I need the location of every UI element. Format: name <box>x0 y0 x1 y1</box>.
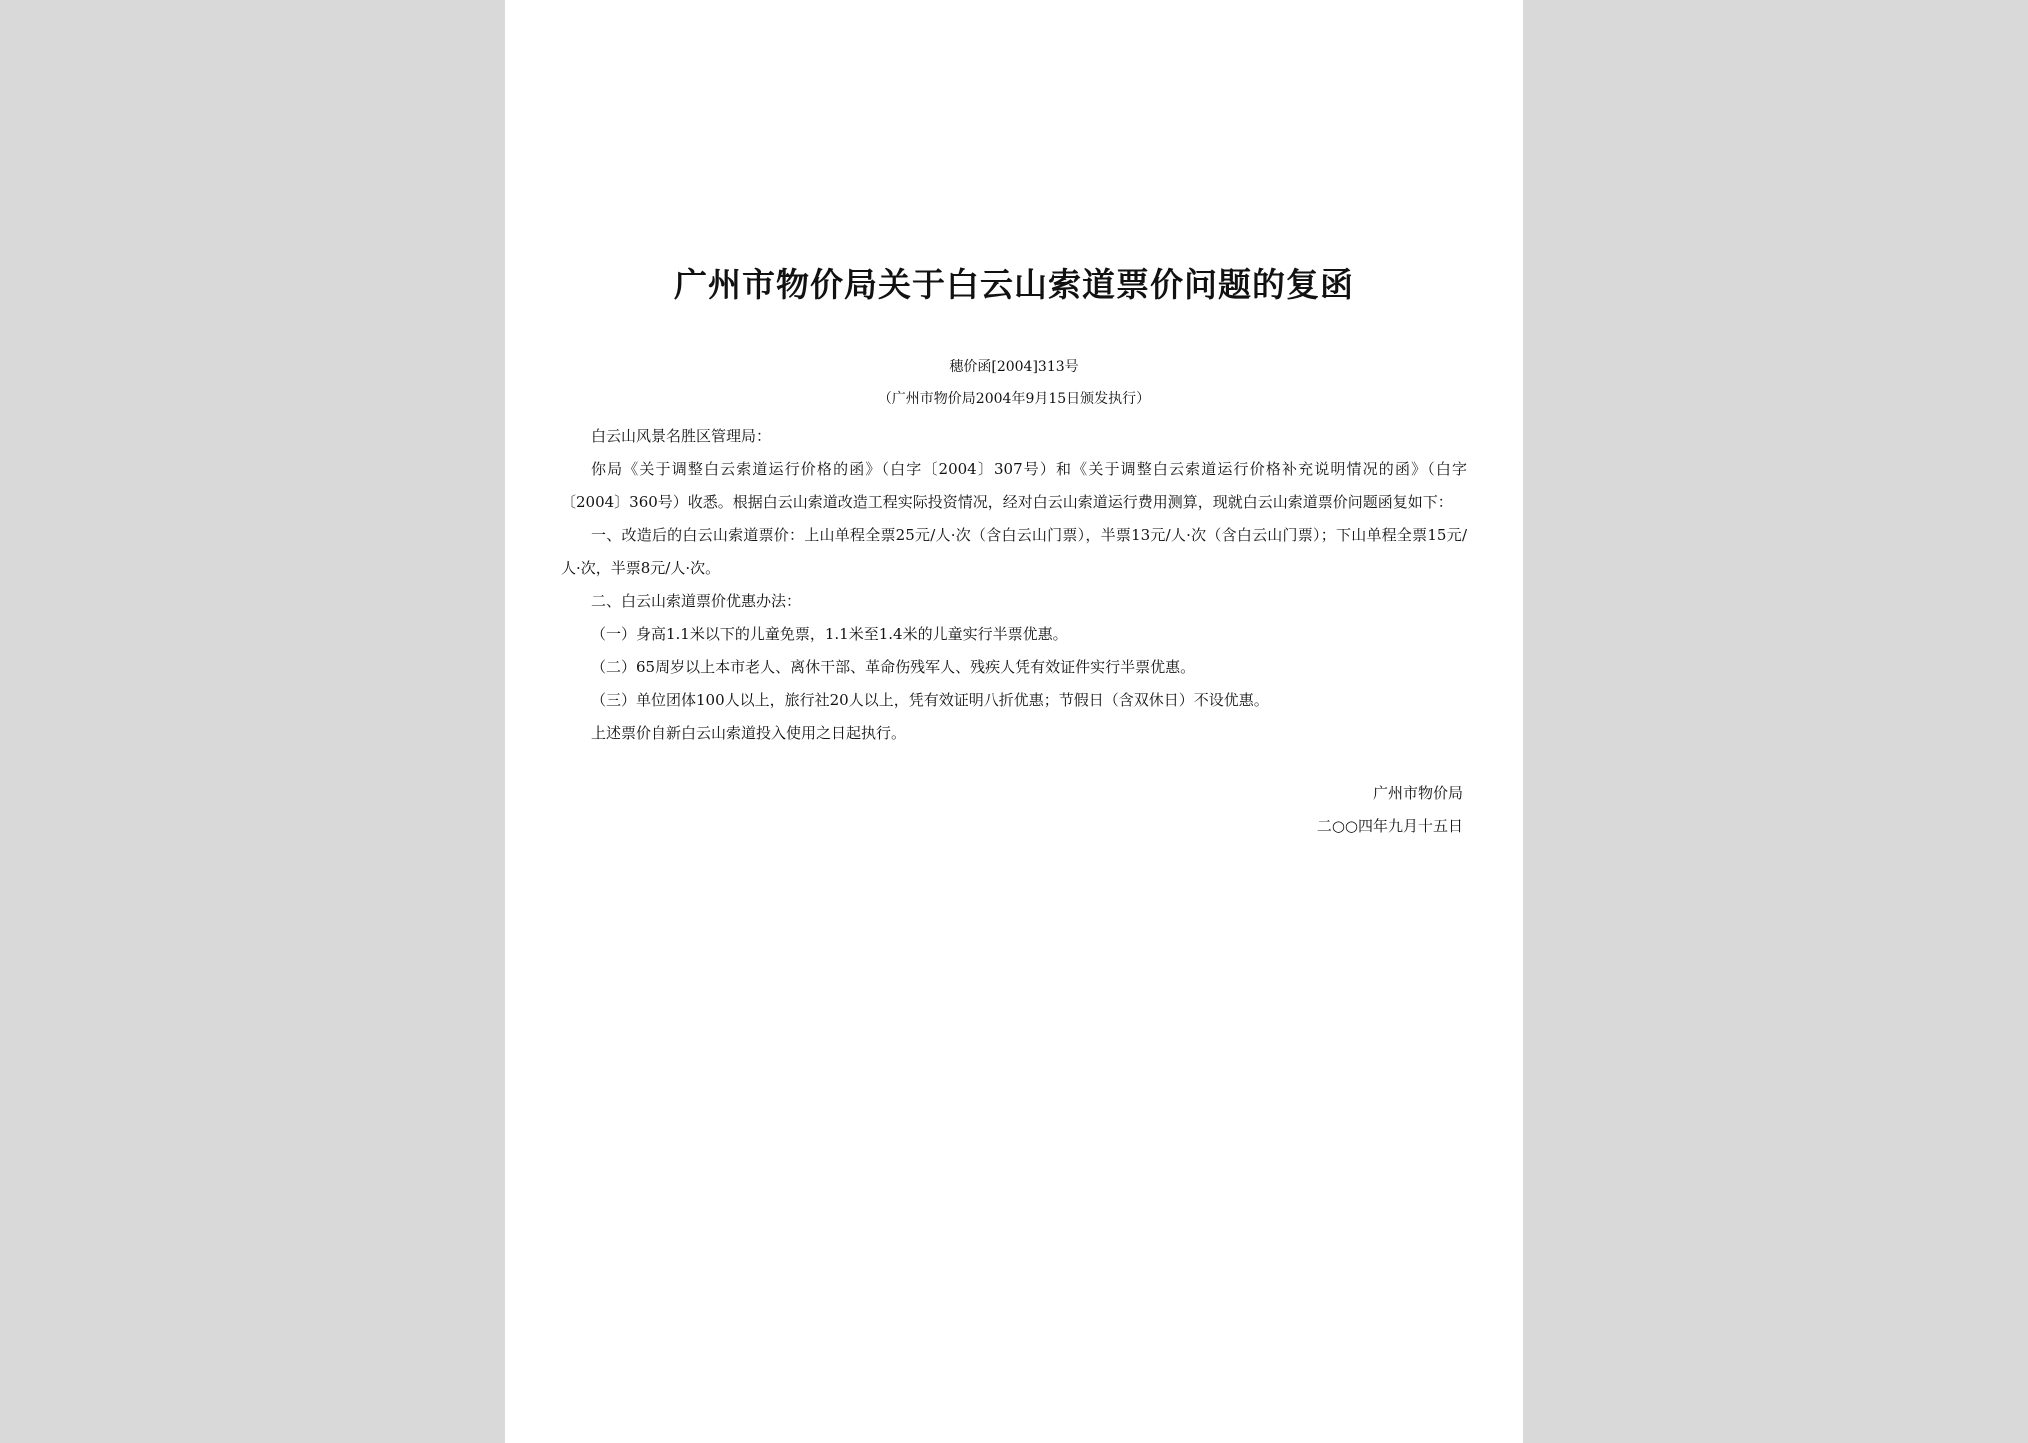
document-title: 广州市物价局关于白云山索道票价问题的复函 <box>674 265 1354 304</box>
issuer-name: 广州市物价局 <box>1372 784 1463 802</box>
paragraph-discount-elderly: （二）65周岁以上本市老人、离休干部、革命伤残军人、残疾人凭有效证件实行半票优惠。 <box>591 658 1196 676</box>
salutation: 白云山风景名胜区管理局： <box>591 427 772 445</box>
issued-note: （广州市物价局2004年9月15日颁发执行） <box>877 391 1151 407</box>
paragraph-effective-date: 上述票价自新白云山索道投入使用之日起执行。 <box>591 724 907 742</box>
document-number: 穗价函[2004]313号 <box>949 359 1079 375</box>
paragraph-discount-children: （一）身高1.1米以下的儿童免票，1.1米至1.4米的儿童实行半票优惠。 <box>591 625 1068 643</box>
paragraph-intro: 你局《关于调整白云索道运行价格的函》（白字〔2004〕307号）和《关于调整白云索道运行价格补充说明情况的函》（白字〔2004〕360号）收悉。根据白云山索道改造工程实际投资情况，经对白云山索道运行费用测算，现就白云山索道票价问题函复如下： <box>561 460 1467 511</box>
document-body <box>561 420 1467 750</box>
paragraph-discount-heading: 二、白云山索道票价优惠办法： <box>591 592 802 610</box>
issue-date: 二○○四年九月十五日 <box>1316 817 1463 835</box>
paragraph-discount-groups: （三）单位团体100人以上，旅行社20人以上，凭有效证明八折优惠；节假日（含双休日）不设优惠。 <box>591 691 1269 709</box>
paragraph-ticket-prices: 一、改造后的白云山索道票价：上山单程全票25元/人·次（含白云山门票），半票13元/人·次（含白云山门票）；下山单程全票15元/人·次，半票8元/人·次。 <box>561 526 1467 577</box>
document-page <box>505 0 1523 1443</box>
signature-block <box>1317 777 1463 843</box>
